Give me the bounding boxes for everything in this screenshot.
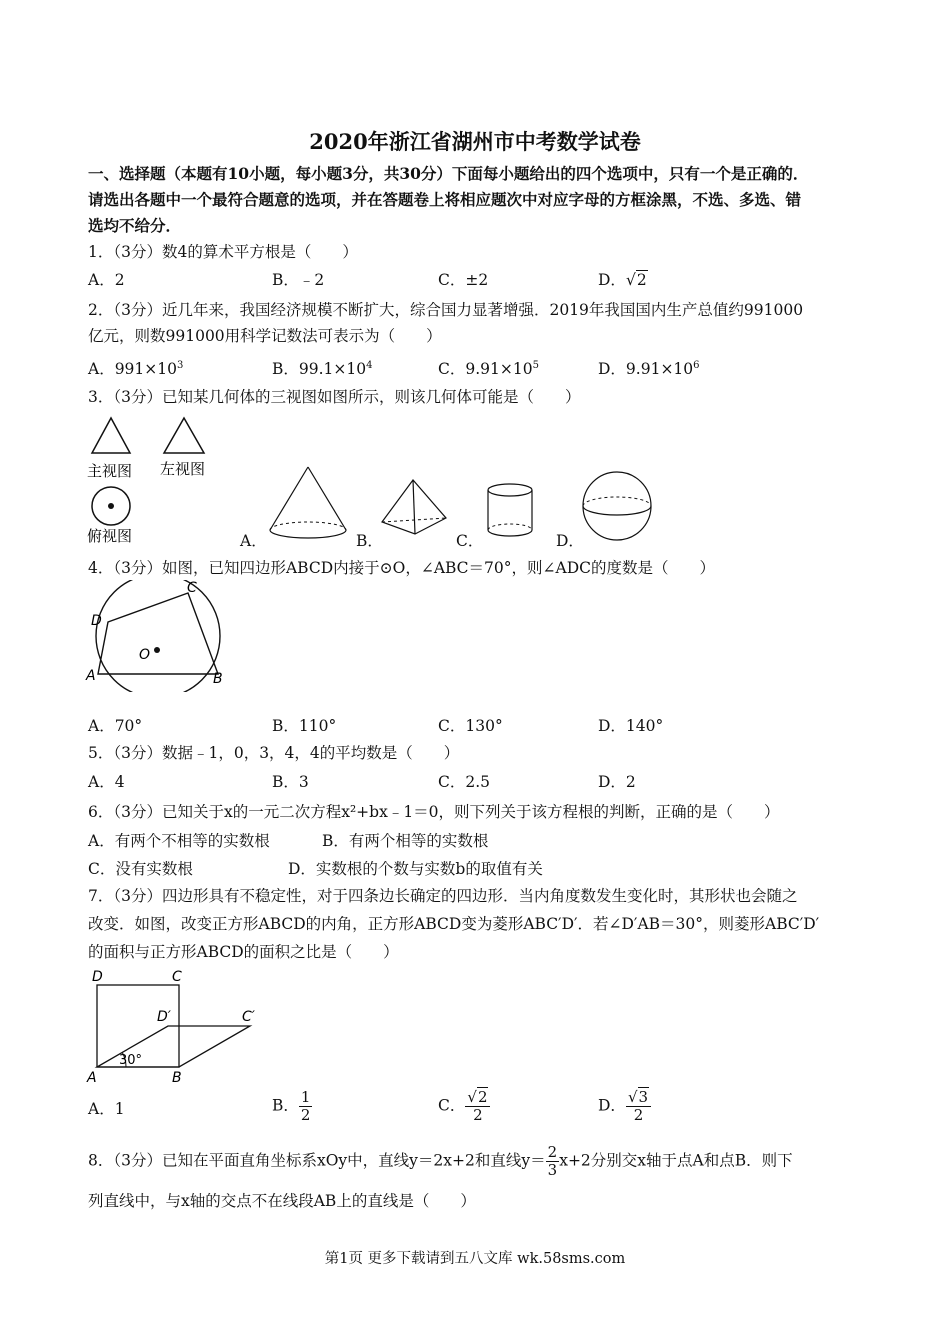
q1-option-b: B．﹣2 [272, 271, 325, 289]
q4-option-a: A．70° [88, 717, 143, 735]
q7-option-b [272, 1089, 312, 1124]
q6-option-a: A．有两个不相等的实数根 [88, 832, 270, 850]
angle-label: 30° [119, 1053, 143, 1068]
q7-option-d [598, 1089, 651, 1124]
q6-stem: 6．（3分）已知关于x的一元二次方程x²+bx﹣1＝0，则下列关于该方程根的判断，正确的是（ ） [88, 803, 780, 821]
q2-option-c-text: C．9.91×10 [438, 360, 533, 379]
label-a: A [86, 668, 96, 684]
circle-o [96, 580, 220, 692]
label-d: D [92, 969, 103, 985]
q5-option-a: A．4 [88, 773, 125, 791]
top-view-center-dot [108, 503, 114, 509]
left-view-label: 左视图 [160, 460, 206, 478]
q7-option-c [438, 1089, 490, 1124]
label-c-prime: C′ [242, 1009, 255, 1025]
q7-option-c-label: C． [438, 1096, 466, 1115]
q7-figure [84, 965, 274, 1087]
sphere-outline [583, 472, 651, 540]
q2-option-d-text: D．9.91×10 [598, 360, 694, 379]
page-title: 2020年浙江省湖州市中考数学试卷 [309, 129, 641, 154]
center-o-dot [154, 647, 160, 653]
q3-option-b: B． [356, 532, 383, 550]
q3-figures [80, 410, 680, 550]
q7-option-c-radicand: 2 [477, 1088, 488, 1106]
q5-option-d: D．2 [598, 773, 636, 791]
q5-option-c: C．2.5 [438, 773, 491, 791]
q2-option-a-text: A．991×10 [88, 360, 177, 379]
q2-option-b-text: B．99.1×10 [272, 360, 367, 379]
q4-stem: 4．（3分）如图，已知四边形ABCD内接于⊙O，∠ABC＝70°，则∠ADC的度数是（ ） [88, 559, 715, 577]
q7-line3: 的面积与正方形ABCD的面积之比是（ ） [88, 943, 399, 961]
section1-line2: 请选出各题中一个最符合题意的选项，并在答题卷上将相应题次中对应字母的方框涂黑，不选、多选、错 [88, 190, 802, 209]
q1-option-d-radicand: 2 [636, 271, 647, 289]
cone-side-left [270, 467, 308, 530]
q2-option-a [88, 356, 183, 379]
q8-line1-pre: 8．（3分）已知在平面直角坐标系xOy中，直线y＝2x+2和直线y＝ [88, 1151, 546, 1170]
label-b: B [213, 671, 223, 687]
sqrt-symbol: √3 [627, 1088, 649, 1106]
q5-option-b: B．3 [272, 773, 309, 791]
cone-side-right [308, 467, 346, 530]
q2-option-d-exp: 6 [693, 360, 700, 371]
q2-option-b-exp: 4 [366, 360, 373, 371]
q8-fraction-denominator: 3 [547, 1161, 558, 1179]
q7-option-c-fraction [465, 1089, 490, 1124]
q7-option-d-label: D． [598, 1096, 626, 1115]
q7-option-c-numerator [465, 1089, 490, 1107]
left-view-triangle [164, 418, 204, 453]
q4-figure [84, 580, 234, 692]
q8-fraction [546, 1144, 560, 1179]
q7-option-b-fraction [299, 1089, 313, 1124]
label-b: B [172, 1070, 182, 1086]
q7-option-a: A．1 [88, 1100, 125, 1118]
label-d: D [91, 613, 102, 629]
q6-option-b: B．有两个相等的实数根 [322, 832, 489, 850]
q4-option-c: C．130° [438, 717, 503, 735]
q3-stem: 3．（3分）已知某几何体的三视图如图所示，则该几何体可能是（ ） [88, 388, 581, 406]
sphere-equator-back [583, 497, 651, 506]
q8-line2: 列直线中，与x轴的交点不在线段AB上的直线是（ ） [88, 1192, 476, 1210]
q7-line2: 改变．如图，改变正方形ABCD的内角，正方形ABCD变为菱形ABC′D′．若∠D′AB＝30°，则菱形ABC′D′ [88, 915, 820, 933]
front-view-label: 主视图 [87, 462, 133, 480]
q7-option-d-numerator [626, 1089, 651, 1107]
q2-option-c-exp: 5 [532, 360, 539, 371]
q4-option-b: B．110° [272, 717, 337, 735]
q5-stem: 5．（3分）数据﹣1，0，3，4，4的平均数是（ ） [88, 744, 460, 762]
q1-option-a: A．2 [88, 271, 125, 289]
q7-option-b-numerator: 1 [300, 1088, 311, 1106]
q1-option-d-label: D． [598, 271, 626, 289]
q6-option-c: C．没有实数根 [88, 860, 193, 878]
q7-option-d-radicand: 3 [638, 1088, 649, 1106]
q2-option-d [598, 356, 700, 379]
pyramid-front-edge [413, 480, 415, 534]
top-view-label: 俯视图 [87, 527, 133, 545]
label-c: C [187, 580, 197, 596]
label-a: A [87, 1070, 97, 1086]
label-d-prime: D′ [157, 1009, 171, 1025]
q4-option-d: D．140° [598, 717, 664, 735]
sqrt-symbol: √2 [467, 1088, 488, 1106]
q1-option-d [598, 270, 648, 290]
q7-option-d-denominator: 2 [633, 1106, 644, 1124]
cylinder-bottom-front [488, 530, 532, 536]
front-view-triangle [92, 418, 130, 453]
q7-option-b-denominator: 2 [300, 1106, 311, 1124]
q2-option-a-exp: 3 [177, 360, 184, 371]
q8-fraction-numerator: 2 [547, 1143, 558, 1161]
cone-base-front [270, 530, 346, 538]
q1-stem: 1．（3分）数4的算术平方根是（ ） [88, 243, 358, 261]
q2-option-c [438, 356, 539, 379]
sphere-equator-front [583, 506, 651, 515]
q7-option-b-label: B． [272, 1096, 299, 1115]
q2-line2: 亿元，则数991000用科学记数法可表示为（ ） [88, 327, 442, 345]
section1-line3: 选均不给分． [88, 216, 182, 235]
q3-option-d: D． [556, 532, 584, 550]
q3-option-c: C． [456, 532, 484, 550]
q1-option-c: C．±2 [438, 271, 489, 289]
label-o: O [139, 647, 151, 663]
cone-base-back [270, 522, 346, 530]
quadrilateral-abcd [98, 593, 218, 674]
q2-option-b [272, 356, 373, 379]
page-footer: 第1页 更多下载请到五八文库 wk.58sms.com [324, 1251, 626, 1267]
q6-option-d: D．实数根的个数与实数b的取值有关 [288, 860, 543, 878]
q8-line1-post: x+2分别交x轴于点A和点B．则下 [559, 1151, 793, 1170]
cylinder-bottom-back [488, 524, 532, 530]
sqrt-symbol: √2 [625, 271, 647, 289]
cylinder-top [488, 484, 532, 496]
q7-option-c-denominator: 2 [473, 1106, 483, 1124]
q2-line1: 2．（3分）近几年来，我国经济规模不断扩大，综合国力显著增强．2019年我国国内生产总值约991000 [88, 301, 804, 319]
q7-line1: 7．（3分）四边形具有不稳定性，对于四条边长确定的四边形．当内角度数发生变化时，其形状也会随之 [88, 887, 798, 905]
q3-option-a: A． [240, 532, 267, 550]
q8-line1 [88, 1144, 793, 1179]
section1-line1: 一、选择题（本题有10小题，每小题3分，共30分）下面每小题给出的四个选项中，只有一个是正确的． [88, 164, 809, 183]
q7-option-d-fraction [626, 1089, 651, 1124]
label-c: C [172, 969, 182, 985]
